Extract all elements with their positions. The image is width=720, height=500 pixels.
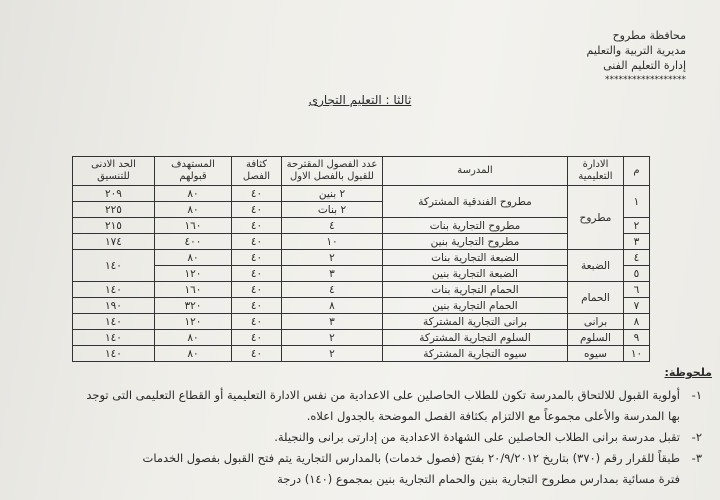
- cell-min-score: ١٤٠: [73, 282, 155, 298]
- cell-classes: ٣: [282, 314, 383, 330]
- cell-school: الحمام التجارية بنين: [383, 298, 568, 314]
- table-row: [73, 346, 650, 362]
- cell-admin: الحمام: [568, 282, 624, 314]
- cell-density: ٤٠: [232, 218, 282, 234]
- note-text: تقبل مدرسة برانى الطلاب الحاصلين على الشهادة الاعدادية من إدارتى برانى والنجيلة.: [274, 430, 680, 444]
- note-number: ١-: [691, 388, 702, 402]
- cell-classes: ٢: [282, 250, 383, 266]
- cell-target: ٨٠: [155, 250, 232, 266]
- col-header-density: كثافة الفصل: [232, 157, 282, 186]
- cell-density: ٤٠: [232, 282, 282, 298]
- cell-min-score: ١٤٠: [73, 330, 155, 346]
- cell-target: ١٦٠: [155, 218, 232, 234]
- col-header-min-score: الحد الادنى للتنسيق: [73, 157, 155, 186]
- col-header-admin: الادارة التعليمية: [568, 157, 624, 186]
- cell-admin: مطروح: [568, 186, 624, 250]
- cell-school: مطروح التجارية بنات: [383, 218, 568, 234]
- list-item: [12, 469, 702, 490]
- cell-min-score: ٢٠٩: [73, 186, 155, 202]
- cell-classes: ٤: [282, 282, 383, 298]
- cell-school: السلوم التجارية المشتركة: [383, 330, 568, 346]
- table-row: [73, 250, 650, 266]
- cell-target: ١٢٠: [155, 314, 232, 330]
- note-text: بها المدرسة والأعلى مجموعاً مع الالتزام بكثافة الفصل الموضحة بالجدول اعلاه.: [306, 409, 680, 423]
- cell-classes: ٤: [282, 218, 383, 234]
- cell-number: ٦: [624, 282, 650, 298]
- note-text: فترة مسائية بمدارس مطروح التجارية بنين والحمام التجارية بنين بمجموع (١٤٠) درجة: [277, 472, 680, 486]
- cell-min-score: ١٧٤: [73, 234, 155, 250]
- table-row: [73, 298, 650, 314]
- cell-number: ٣: [624, 234, 650, 250]
- note-number: ٣-: [691, 451, 702, 465]
- stars-divider: ******************: [605, 75, 686, 85]
- table-row: [73, 314, 650, 330]
- cell-classes: ٢: [282, 330, 383, 346]
- admission-table: [72, 156, 650, 362]
- cell-min-score: ١٤٠: [73, 346, 155, 362]
- cell-density: ٤٠: [232, 314, 282, 330]
- list-item: [12, 427, 702, 448]
- cell-target: ٤٠٠: [155, 234, 232, 250]
- cell-school: مطروح التجارية بنين: [383, 234, 568, 250]
- table-row: [73, 266, 650, 282]
- cell-density: ٤٠: [232, 266, 282, 282]
- cell-density: ٤٠: [232, 186, 282, 202]
- cell-classes: ٢: [282, 346, 383, 362]
- directorate-name: مديرية التربية والتعليم: [586, 44, 686, 57]
- note-number: [680, 406, 702, 427]
- cell-target: ٣٢٠: [155, 298, 232, 314]
- cell-classes: ٢ بنات: [282, 202, 383, 218]
- cell-admin: السلوم: [568, 330, 624, 346]
- cell-number: ١٠: [624, 346, 650, 362]
- cell-min-score: ١٤٠: [73, 250, 155, 282]
- col-header-number: م: [624, 157, 650, 186]
- col-header-target: المستهدف قبولهم: [155, 157, 232, 186]
- cell-number: ٥: [624, 266, 650, 282]
- cell-target: ٨٠: [155, 346, 232, 362]
- cell-admin: سيوه: [568, 346, 624, 362]
- notes-list: [12, 385, 702, 490]
- note-number: [680, 469, 702, 490]
- cell-density: ٤٠: [232, 234, 282, 250]
- table-row: [73, 218, 650, 234]
- cell-school: الضبعة التجارية بنين: [383, 266, 568, 282]
- cell-school: برانى التجارية المشتركة: [383, 314, 568, 330]
- cell-classes: ٣: [282, 266, 383, 282]
- list-item: [12, 448, 702, 469]
- cell-number: ٤: [624, 250, 650, 266]
- cell-school: مطروح الفندقية المشتركة: [383, 186, 568, 218]
- cell-admin: برانى: [568, 314, 624, 330]
- notes-heading: ملحوظة:: [664, 366, 712, 379]
- table-row: [73, 234, 650, 250]
- governorate-name: محافظة مطروح: [612, 29, 686, 42]
- cell-classes: ٢ بنين: [282, 186, 383, 202]
- letterhead: [536, 28, 686, 88]
- cell-school: الضبعة التجارية بنات: [383, 250, 568, 266]
- table-row: [73, 186, 650, 202]
- cell-density: ٤٠: [232, 202, 282, 218]
- cell-target: ٨٠: [155, 202, 232, 218]
- col-header-classes: عدد الفصول المقترحة للقبول بالفصل الاول: [282, 157, 383, 186]
- cell-min-score: ٢١٥: [73, 218, 155, 234]
- cell-number: ٢: [624, 218, 650, 234]
- cell-min-score: ٢٢٥: [73, 202, 155, 218]
- cell-number: ٧: [624, 298, 650, 314]
- cell-min-score: ١٤٠: [73, 314, 155, 330]
- cell-target: ٨٠: [155, 186, 232, 202]
- table-row: [73, 282, 650, 298]
- note-text: أولوية القبول للالتحاق بالمدرسة تكون للطلاب الحاصلين على الاعدادية من نفس الادارة التعليمية أو القطاع التعليمى التى توجد: [86, 388, 680, 402]
- department-name: إدارة التعليم الفنى: [603, 59, 686, 72]
- cell-target: ٨٠: [155, 330, 232, 346]
- cell-classes: ١٠: [282, 234, 383, 250]
- cell-min-score: ١٩٠: [73, 298, 155, 314]
- section-title: ثالثا : التعليم التجارى: [308, 93, 412, 107]
- cell-density: ٤٠: [232, 298, 282, 314]
- cell-target: ١٦٠: [155, 282, 232, 298]
- table-row: [73, 330, 650, 346]
- note-text: طبقاً للقرار رقم (٣٧٠) بتاريخ ٢٠/٩/٢٠١٢ بفتح (فصول خدمات) بالمدارس التجارية يتم فتح القبول بفصول الخدمات: [142, 451, 680, 465]
- note-number: ٢-: [691, 430, 702, 444]
- cell-number: ٩: [624, 330, 650, 346]
- cell-classes: ٨: [282, 298, 383, 314]
- cell-number: ١: [624, 186, 650, 218]
- cell-target: ١٢٠: [155, 266, 232, 282]
- list-item: [12, 385, 702, 406]
- cell-school: سيوه التجارية المشتركة: [383, 346, 568, 362]
- cell-density: ٤٠: [232, 346, 282, 362]
- col-header-school: المدرسة: [383, 157, 568, 186]
- cell-number: ٨: [624, 314, 650, 330]
- cell-admin: الضبعة: [568, 250, 624, 282]
- cell-school: الحمام التجارية بنات: [383, 282, 568, 298]
- cell-density: ٤٠: [232, 330, 282, 346]
- list-item: [12, 406, 702, 427]
- cell-density: ٤٠: [232, 250, 282, 266]
- table-header-row: [73, 157, 650, 186]
